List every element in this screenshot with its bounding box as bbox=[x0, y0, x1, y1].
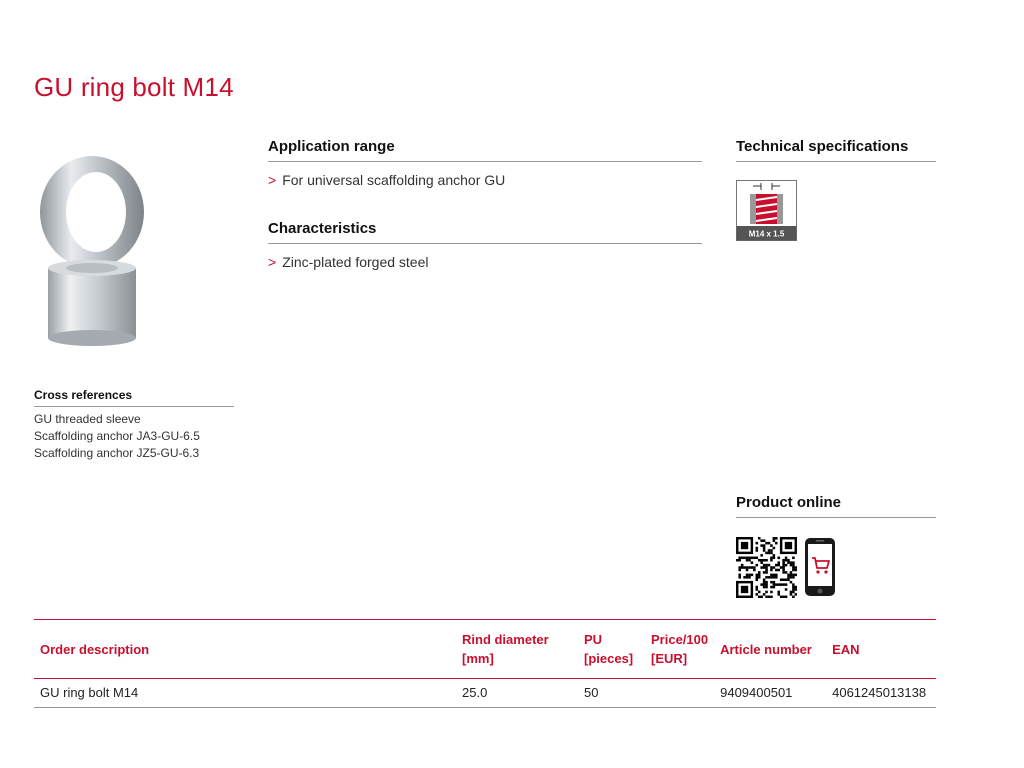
header-label: PU bbox=[584, 632, 603, 647]
application-range-heading: Application range bbox=[268, 138, 702, 162]
header-label: Price/100 bbox=[651, 632, 709, 647]
cross-references bbox=[34, 388, 234, 460]
cell-price bbox=[645, 679, 714, 708]
bullet-marker: > bbox=[268, 254, 277, 270]
characteristics-section bbox=[268, 220, 702, 270]
application-range-item bbox=[268, 172, 702, 188]
header-unit: [mm] bbox=[462, 651, 494, 666]
cross-reference-item: Scaffolding anchor JZ5-GU-6.3 bbox=[34, 446, 200, 460]
cross-reference-item: GU threaded sleeve bbox=[34, 412, 141, 426]
col-price bbox=[645, 620, 714, 679]
product-online-heading: Product online bbox=[736, 494, 936, 518]
application-range-section bbox=[268, 138, 702, 188]
header-unit: [EUR] bbox=[651, 651, 688, 666]
cross-references-heading: Cross references bbox=[34, 388, 234, 407]
cell-article-number: 9409400501 bbox=[714, 679, 826, 708]
smartphone-cart-icon[interactable] bbox=[804, 537, 836, 597]
thread-icon bbox=[736, 180, 797, 241]
header-unit: [pieces] bbox=[584, 651, 634, 666]
col-pu bbox=[578, 620, 645, 679]
ring-bolt-image bbox=[30, 150, 160, 350]
header-label: Order description bbox=[40, 641, 150, 657]
table-row bbox=[34, 679, 936, 708]
technical-specifications-section bbox=[736, 138, 936, 162]
col-rind-diameter bbox=[456, 620, 578, 679]
header-label: EAN bbox=[832, 641, 860, 657]
characteristics-text: Zinc-plated forged steel bbox=[282, 254, 429, 270]
header-label: Rind diameter bbox=[462, 632, 549, 647]
col-ean bbox=[826, 620, 936, 679]
technical-specifications-heading: Technical specifications bbox=[736, 138, 936, 162]
characteristics-item bbox=[268, 254, 702, 270]
col-order-description bbox=[34, 620, 456, 679]
thread-size-label: M14 x 1.5 bbox=[748, 229, 785, 239]
product-online-section bbox=[736, 494, 936, 518]
order-table-header-row bbox=[34, 620, 936, 679]
bullet-marker: > bbox=[268, 172, 277, 188]
header-label: Article number bbox=[720, 641, 812, 657]
application-range-text: For universal scaffolding anchor GU bbox=[282, 172, 506, 188]
order-table bbox=[34, 619, 936, 708]
page-title: GU ring bolt M14 bbox=[34, 72, 234, 102]
cell-description: GU ring bolt M14 bbox=[34, 679, 456, 708]
cell-ean: 4061245013138 bbox=[826, 679, 936, 708]
col-article-number bbox=[714, 620, 826, 679]
cross-reference-item: Scaffolding anchor JA3-GU-6.5 bbox=[34, 429, 200, 443]
cell-diameter: 25.0 bbox=[456, 679, 578, 708]
qr-code-icon[interactable] bbox=[736, 537, 797, 598]
cell-pu: 50 bbox=[578, 679, 645, 708]
product-image bbox=[30, 150, 160, 350]
characteristics-heading: Characteristics bbox=[268, 220, 702, 244]
